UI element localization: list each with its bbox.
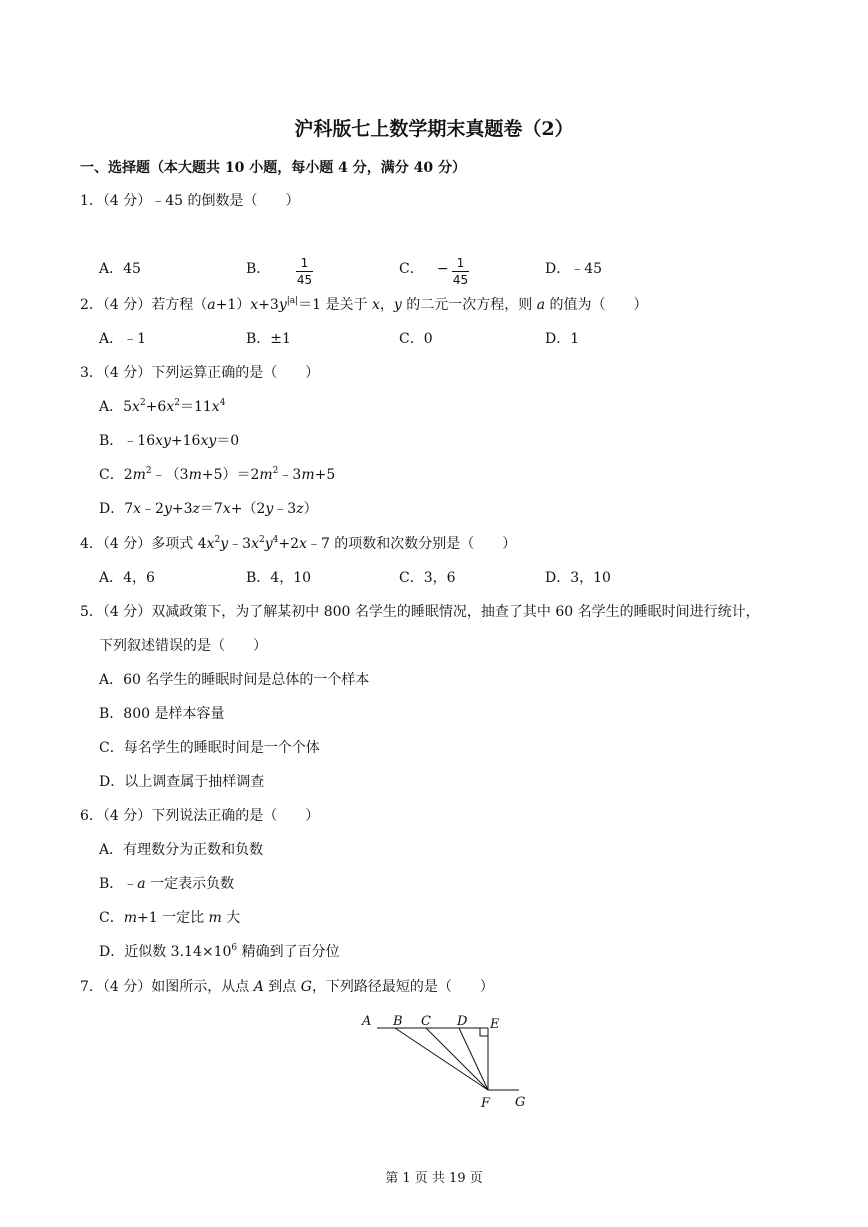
q4-var: y (220, 536, 229, 552)
q2-option-b: B．±1 (246, 331, 291, 347)
q2-var-a: a (536, 297, 546, 313)
q5-option-d: D．以上调查属于抽样调查 (99, 774, 265, 790)
q3c-exp: 2 (145, 466, 152, 476)
q2-var-a: a (207, 297, 216, 313)
q3a-var: x (132, 399, 140, 415)
q3d-text: ﹣3 (273, 501, 297, 517)
q2-var-y: y (393, 297, 402, 313)
q3b-var: xy (200, 433, 217, 449)
q1-option-b-fraction (296, 257, 313, 286)
q3c-text: +5 (314, 467, 336, 483)
q2-text: ＝1 是关于 (298, 297, 372, 313)
q4-exp: 4 (272, 535, 279, 545)
q1-option-b-label: B． (246, 261, 271, 277)
q3a-var: x (166, 399, 175, 415)
q2-var-y: y (278, 297, 287, 313)
question-5-stem-line2: 下列叙述错误的是（ ） (99, 638, 267, 654)
q3d-text: +3 (171, 501, 193, 517)
q2-text: ， (379, 297, 394, 313)
q7-text: 7．（4 分）如图所示，从点 (80, 979, 254, 995)
q2-option-a: A．﹣1 (99, 331, 147, 347)
q1-option-d: D．﹣45 (545, 261, 603, 277)
q3d-var: y (265, 501, 274, 517)
section-heading: 一、选择题（本大题共 10 小题，每小题 4 分，满分 40 分） (80, 160, 466, 176)
q3c-var: m (188, 467, 202, 483)
q4-var: x (299, 536, 307, 552)
q6c-var: m (208, 910, 222, 926)
q6d-exp: 6 (231, 943, 238, 953)
q3d-text: ） (303, 501, 318, 517)
question-1-stem: 1．（4 分）﹣45 的倒数是（ ） (80, 193, 300, 209)
q6c-text: +1 一定比 (137, 910, 209, 926)
q6-option-c (99, 911, 240, 925)
q4-option-b: B．4，10 (246, 570, 312, 586)
question-6-stem: 6．（4 分）下列说法正确的是（ ） (80, 808, 320, 824)
q4-text: ﹣7 的项数和次数分别是（ ） (306, 536, 517, 552)
q3d-var: x (222, 501, 231, 517)
question-2-stem (80, 298, 648, 312)
q4-text: 4．（4 分）多项式 4 (80, 536, 207, 552)
q2-var-x: x (250, 297, 259, 313)
question-5-stem-line1: 5．（4 分）双减政策下，为了解某初中 800 名学生的睡眠情况，抽查了其中 60 名学生的睡眠时间进行统计， (80, 604, 760, 620)
q3-option-c (99, 468, 335, 482)
q6-option-b (99, 877, 234, 891)
q4-var: y (264, 536, 273, 552)
right-angle-mark (480, 1028, 488, 1036)
q4-option-d: D．3，10 (545, 570, 611, 586)
q6d-text: 精确到了百分位 (237, 944, 340, 960)
q1-option-c-sign: − (437, 261, 449, 277)
q3a-exp: 2 (174, 398, 180, 408)
q2-text: +1） (215, 297, 251, 313)
q4-exp: 2 (214, 535, 221, 545)
q3b-text: ＝0 (216, 433, 240, 449)
label-b: B (393, 1014, 403, 1029)
q3b-text: +16 (170, 433, 201, 449)
q6b-text: 一定表示负数 (145, 876, 235, 892)
label-f: F (481, 1096, 491, 1111)
q2-var-x: x (371, 297, 380, 313)
q3b-var: xy (155, 433, 171, 449)
question-4-stem (80, 537, 516, 551)
page-footer: 第 1 页 共 19 页 (385, 1171, 483, 1186)
q3c-text: ﹣3 (278, 467, 302, 483)
q1-c-denominator: 45 (452, 273, 469, 287)
q1-b-numerator: 1 (300, 256, 309, 270)
q7-var: G (300, 979, 312, 995)
q4-var: x (206, 536, 215, 552)
q1-option-c-fraction (452, 257, 469, 286)
q6c-text: 大 (221, 910, 241, 926)
q3d-var: z (192, 501, 200, 517)
q7-geometry-figure (355, 1008, 535, 1113)
page-title: 沪科版七上数学期末真题卷（2） (294, 118, 574, 140)
label-d: D (457, 1014, 468, 1029)
q6c-var: m (123, 910, 137, 926)
q4-var: x (251, 536, 260, 552)
q3d-var: z (296, 501, 304, 517)
q2-text: 2．（4 分）若方程（ (80, 297, 208, 313)
q4-exp: 2 (259, 535, 265, 545)
q1-c-numerator: 1 (456, 256, 465, 270)
q2-option-c: C．0 (399, 331, 433, 347)
q3c-text: +5）＝2 (201, 467, 260, 483)
q6-option-a: A．有理数分为正数和负数 (99, 842, 264, 858)
q3c-var: m (301, 467, 315, 483)
q3d-var: x (133, 501, 142, 517)
q3a-text: ＝11 (179, 399, 212, 415)
q3a-text: +6 (145, 399, 167, 415)
q6d-text: D．近似数 3.14×10 (99, 944, 232, 960)
q3c-var: m (259, 467, 273, 483)
q4-option-a: A．4，6 (99, 570, 155, 586)
q7-text: ，下列路径最短的是（ ） (311, 979, 494, 995)
q2-text: +3 (258, 297, 279, 313)
q2-option-d: D．1 (545, 331, 580, 347)
q6b-text: B．﹣ (99, 876, 138, 892)
question-3-stem: 3．（4 分）下列运算正确的是（ ） (80, 365, 320, 381)
q7-text: 到点 (263, 979, 301, 995)
q1-option-c-label: C． (399, 261, 424, 277)
q4-text: ﹣3 (228, 536, 252, 552)
q3a-exp: 4 (219, 398, 226, 408)
q6b-var: a (137, 876, 146, 892)
q1-option-a: A．45 (99, 261, 141, 277)
q3d-text: D．7 (99, 501, 134, 517)
q6-option-d (99, 945, 340, 959)
q3c-var: m (132, 467, 146, 483)
q3c-exp: 2 (272, 466, 279, 476)
q2-exponent: |a| (286, 296, 299, 306)
q4-option-c: C．3，6 (399, 570, 456, 586)
q7-var: A (253, 979, 264, 995)
q3d-text: ＝7 (199, 501, 223, 517)
q3d-text: ﹣2 (141, 501, 164, 517)
q5-option-b: B．800 是样本容量 (99, 706, 225, 722)
q3a-text: A．5 (99, 399, 133, 415)
label-e: E (490, 1017, 500, 1032)
q3a-exp: 2 (139, 398, 146, 408)
q5-option-a: A．60 名学生的睡眠时间是总体的一个样本 (99, 672, 370, 688)
q4-text: +2 (278, 536, 300, 552)
q3c-text: ﹣（3 (151, 467, 189, 483)
q5-option-c: C．每名学生的睡眠时间是一个个体 (99, 740, 320, 756)
q6c-text: C． (99, 910, 124, 926)
q3d-text: +（2 (230, 501, 266, 517)
line-cf (426, 1028, 488, 1090)
label-g: G (515, 1095, 526, 1110)
q2-text: 的二元一次方程，则 (401, 297, 537, 313)
fraction-bar (452, 271, 469, 272)
q3-option-d (99, 502, 318, 516)
label-a: A (362, 1014, 372, 1029)
q3b-text: B．﹣16 (99, 433, 156, 449)
fraction-bar (296, 271, 313, 272)
q3-option-a (99, 400, 225, 414)
question-7-stem (80, 980, 494, 994)
q2-text: 的值为（ ） (545, 297, 648, 313)
q3c-text: C．2 (99, 467, 133, 483)
q3a-var: x (211, 399, 220, 415)
label-c: C (421, 1014, 431, 1029)
q3-option-b (99, 434, 239, 448)
q3d-var: y (163, 501, 172, 517)
q1-b-denominator: 45 (296, 273, 313, 287)
